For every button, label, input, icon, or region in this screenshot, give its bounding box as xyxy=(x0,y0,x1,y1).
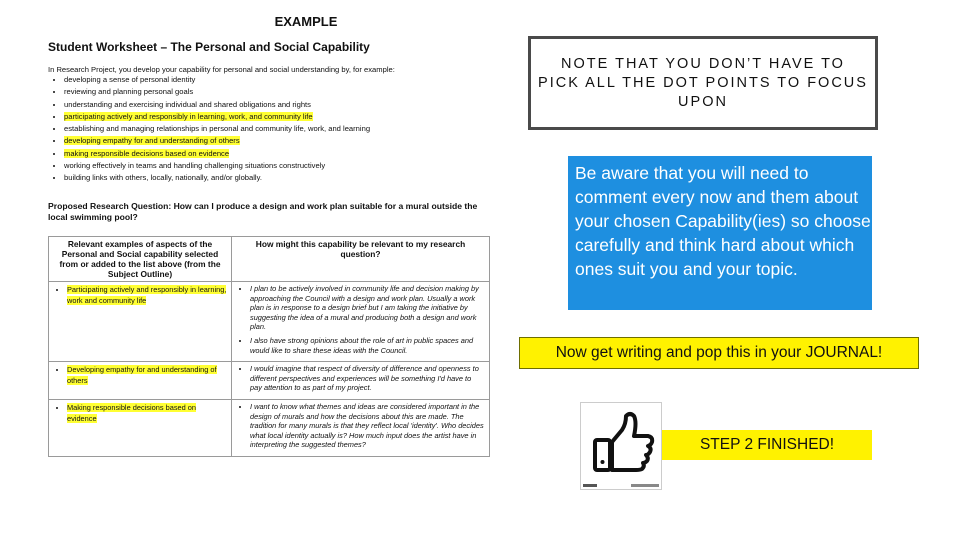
capability-list xyxy=(50,74,494,185)
relevance-text: • I want to know what themes and ideas are considered important in the design of murals and how the decisions about this are made. The tradition for many murals is that they reflect local 'identity'. Who decides what local identity actually is? How much input does the artist have in interpreting the suggested themes? xyxy=(250,402,485,450)
capability-item-text: establishing and managing relationships in personal and community life, work, and learning xyxy=(64,124,371,134)
capability-list-item xyxy=(64,99,494,111)
capability-table xyxy=(48,236,490,457)
note-box xyxy=(528,36,878,130)
journal-text: Now get writing and pop this in your JOURNAL! xyxy=(555,344,883,361)
aware-text: Be aware that you will need to comment every now and them about your chosen Capability(ies) so choose carefully and think hard about which ones suit you and your topic. xyxy=(575,163,871,279)
capability-item-text: developing empathy for and understanding of others xyxy=(64,136,240,146)
table-cell-aspect xyxy=(49,399,232,456)
capability-list-item xyxy=(64,160,494,172)
capability-item-text: participating actively and responsibly in learning, work, and community life xyxy=(64,111,313,121)
capability-list-item xyxy=(64,123,494,135)
card-footer-line xyxy=(583,484,659,487)
capability-list-item xyxy=(64,111,494,123)
capability-list-item xyxy=(64,148,494,160)
research-question: Proposed Research Question: How can I produce a design and work plan suitable for a mural outside the local swimming pool? xyxy=(48,201,478,222)
worksheet-title: Student Worksheet – The Personal and Social Capability xyxy=(48,40,370,54)
capability-item-text: understanding and exercising individual and shared obligations and rights xyxy=(64,99,311,109)
finished-banner xyxy=(662,430,872,460)
table-cell-relevance xyxy=(232,362,490,400)
capability-item-text: making responsible decisions based on evidence xyxy=(64,148,230,158)
relevance-text: • I also have strong opinions about the role of art in public spaces and would like to share these ideas with the Council. xyxy=(250,336,485,355)
capability-item-text: working effectively in teams and handling challenging situations constructively xyxy=(64,161,326,171)
capability-list-item xyxy=(64,86,494,98)
table-cell-relevance xyxy=(232,282,490,362)
table-header-aspects: Relevant examples of aspects of the Personal and Social capability selected from or added to the list above (from the Subject Outline) xyxy=(49,237,232,282)
finished-text: STEP 2 FINISHED! xyxy=(699,436,835,453)
thumbs-up-icon xyxy=(590,410,656,476)
aspect-text: Participating actively and responsibly in learning, work and community life xyxy=(67,285,227,305)
table-cell-aspect xyxy=(49,362,232,400)
aspect-text: Making responsible decisions based on evidence xyxy=(67,402,197,423)
relevance-text: • I plan to be actively involved in community life and decision making by approaching the Council with a design and work plan. Usually a work plan is in response to a design brief but I am taking the initiative by suggesting the idea of a mural and producing both a design and work plan. xyxy=(250,284,485,332)
capability-list-item xyxy=(64,135,494,147)
note-text: NOTE THAT YOU DON’T HAVE TO PICK ALL THE DOT POINTS TO FOCUS UPON xyxy=(538,55,868,110)
capability-list-item xyxy=(64,172,494,184)
worksheet-intro: In Research Project, you develop your capability for personal and social understanding by, for example: xyxy=(48,65,395,74)
aspect-text: Developing empathy for and understanding of others xyxy=(67,365,217,386)
table-header-relevance: How might this capability be relevant to my research question? xyxy=(232,237,490,282)
capability-list-item xyxy=(64,74,494,86)
example-heading: EXAMPLE xyxy=(274,14,338,29)
relevance-text: • I would imagine that respect of diversity of difference and openness to different perspectives and experiences will be something I'd have to pay attention to as part of my project. xyxy=(250,364,485,393)
table-cell-relevance xyxy=(232,399,490,456)
capability-item-text: developing a sense of personal identity xyxy=(64,75,196,84)
capability-item-text: building links with others, locally, nationally, and/or globally. xyxy=(64,173,262,183)
journal-banner xyxy=(519,337,919,369)
table-row xyxy=(49,362,490,400)
table-cell-aspect xyxy=(49,282,232,362)
worksheet-image xyxy=(44,8,494,508)
capability-item-text: reviewing and planning personal goals xyxy=(64,87,194,97)
table-row xyxy=(49,399,490,456)
table-row xyxy=(49,282,490,362)
